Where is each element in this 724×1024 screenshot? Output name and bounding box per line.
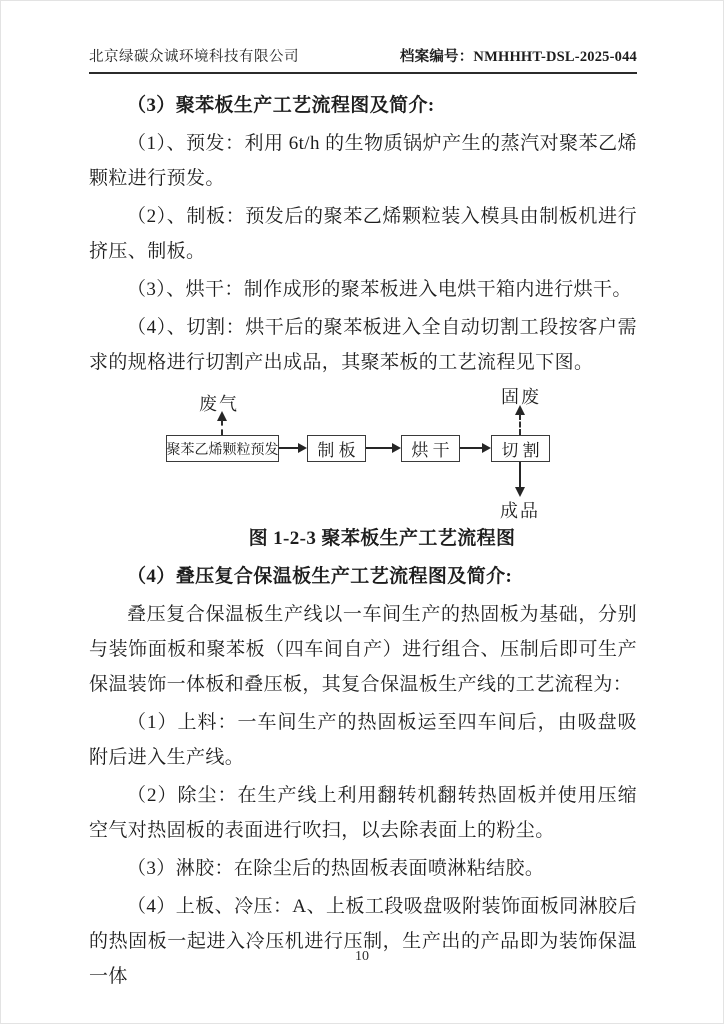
paragraph-dry: （3）、烘干：制作成形的聚苯板进入电烘干箱内进行烘干。 — [127, 279, 632, 300]
flow-box-board: 制 板 — [307, 435, 366, 462]
arrow-line — [519, 462, 521, 487]
arrow-down-icon — [515, 487, 525, 497]
dashed-line — [221, 420, 223, 435]
flow-diagram — [89, 383, 637, 519]
archive-number: 档案编号：NMHHHT-DSL-2025-044 — [399, 49, 637, 65]
arrow-line — [460, 447, 482, 449]
arrow-right-icon — [392, 443, 401, 453]
dashed-line — [519, 414, 521, 435]
paragraph-loading: （1）上料：一车间生产的热固板运至四车间后，由吸盘吸附后进入生产线。 — [89, 712, 637, 768]
waste-gas-label: 废气 — [199, 394, 239, 414]
arrow-right-icon — [298, 443, 307, 453]
paragraph-press: （4）上板、冷压：A、上板工段吸盘吸附装饰面板同淋胶后的热固板一起进入冷压机进行压制，生产出的产品即为装饰保温一体 — [89, 896, 637, 987]
solid-waste-label: 固废 — [501, 387, 541, 407]
arrow-right-icon — [482, 443, 491, 453]
heading-section-3: （3）聚苯板生产工艺流程图及简介: — [127, 95, 435, 116]
company-name: 北京绿碳众诚环境科技有限公司 — [89, 49, 299, 65]
flow-box-prefoam: 聚苯乙烯颗粒预发 — [166, 435, 279, 462]
document-body — [89, 88, 637, 994]
page-header — [89, 45, 637, 74]
flow-box-dry: 烘 干 — [401, 435, 460, 462]
heading-section-4: （4）叠压复合保温板生产工艺流程图及简介: — [127, 566, 513, 587]
paragraph-intro: 叠压复合保温板生产线以一车间生产的热固板为基础，分别与装饰面板和聚苯板（四车间自产）进行组合、压制后即可生产保温装饰一体板和叠压板，其复合保温板生产线的工艺流程为： — [89, 604, 637, 695]
paragraph-dust: （2）除尘：在生产线上利用翻转机翻转热固板并使用压缩空气对热固板的表面进行吹扫，以去除表面上的粉尘。 — [89, 785, 637, 841]
product-label: 成品 — [500, 501, 540, 521]
flow-box-cut: 切 割 — [491, 435, 550, 462]
arrow-line — [366, 447, 392, 449]
paragraph-board: （2）、制板：预发后的聚苯乙烯颗粒装入模具由制板机进行挤压、制板。 — [89, 206, 637, 262]
paragraph-prefoam: （1）、预发：利用 6t/h 的生物质锅炉产生的蒸汽对聚苯乙烯颗粒进行预发。 — [89, 133, 637, 189]
page-number: 10 — [355, 949, 369, 964]
paragraph-cut: （4）、切割：烘干后的聚苯板进入全自动切割工段按客户需求的规格进行切割产出成品，其聚苯板的工艺流程见下图。 — [89, 317, 637, 373]
arrow-line — [279, 447, 299, 449]
figure-caption: 图 1-2-3 聚苯板生产工艺流程图 — [248, 528, 516, 549]
paragraph-glue: （3）淋胶：在除尘后的热固板表面喷淋粘结胶。 — [127, 858, 545, 879]
